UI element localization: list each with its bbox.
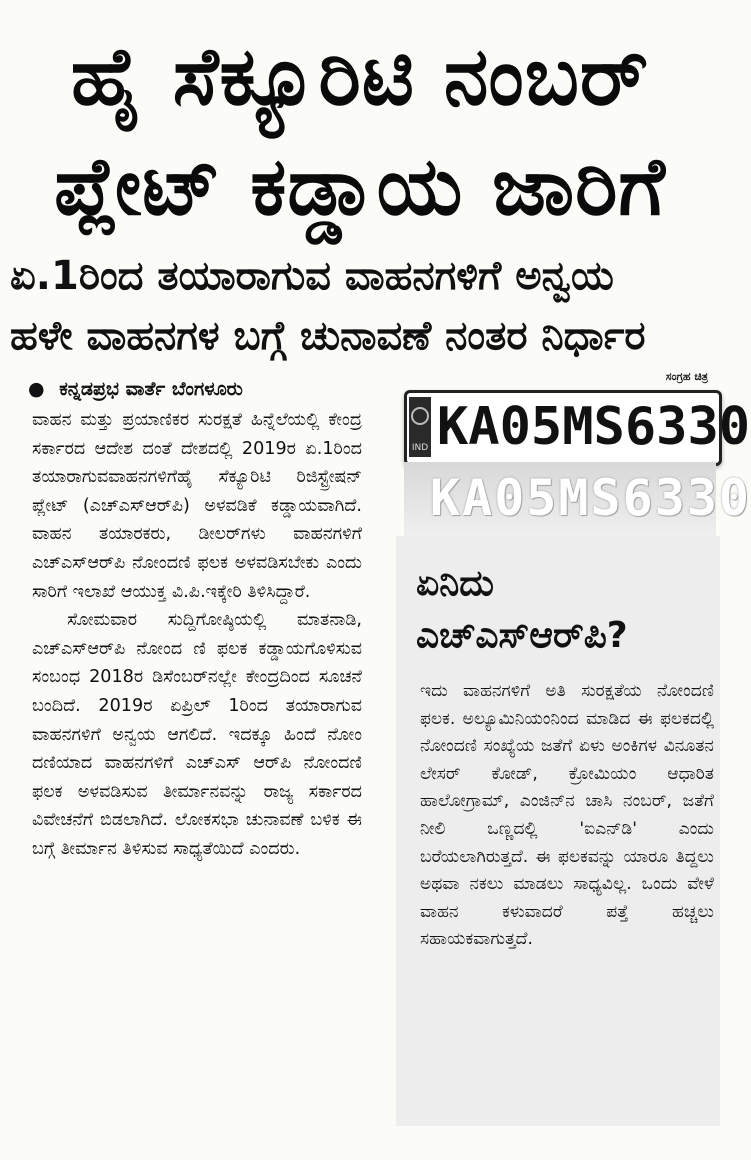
headline-line-2: ಪ್ಲೇಟ್ ಕಡ್ಡಾಯ ಜಾರಿಗೆ [54, 140, 666, 233]
sidebar-title: ಏನಿದು ಎಚ್‌ಎಸ್‌ಆರ್‌ಪಿ? [416, 563, 628, 656]
plate-reflection-number: KA05MS6330 [430, 469, 751, 527]
plate-number: KA05MS6330 [437, 397, 751, 457]
info-sidebar-box [396, 536, 720, 1126]
plate-country-code: IND [411, 443, 429, 453]
plate-reflection-image [404, 462, 751, 536]
subheadline-line-2: ಹಳೇ ವಾಹನಗಳ ಬಗ್ಗೆ ಚುನಾವಣೆ ನಂತರ ನಿರ್ಧಾರ [10, 313, 646, 359]
article-body [32, 406, 362, 864]
bullet-icon: ● [28, 378, 45, 400]
byline [28, 378, 243, 400]
byline-source: ಕನ್ನಡಪ್ರಭ ವಾರ್ತೆ [59, 378, 166, 400]
plate-country-strip [409, 397, 431, 457]
number-plate-image [404, 390, 751, 466]
article-paragraph-2: ಸೋಮವಾರ ಸುದ್ದಿಗೋಷ್ಠಿಯಲ್ಲಿ ಮಾತನಾಡಿ, ಎಚ್‌ಎಸ್‌ಆರ್‌ಪಿ ನೋಂದ ಣಿ ಫಲಕ ಕಡ್ಡಾಯಗೊಳಿಸುವ ಸಂಬಂಧ 2018ರ ಡಿಸೆಂಬರ್‌ನಲ್ಲೇ ಕೇಂದ್ರದಿಂದ ಸೂಚನೆ ಬಂದಿದೆ. 2019ರ ಏಪ್ರಿಲ್ 1ರಿಂದ ತಯಾರಾಗುವ ವಾಹನಗಳಿಗೆ ಅನ್ವಯ ಆಗಲಿದೆ. ಇದಕ್ಕೂ ಹಿಂದೆ ನೋಂ ದಣಿಯಾದ ವಾಹನಗಳಿಗೆ ಎಚ್‌ಎಸ್ ಆರ್‌ಪಿ ನೋಂದಣಿ ಫಲಕ ಅಳವಡಿಸುವ ತೀರ್ಮಾನವನ್ನು ರಾಜ್ಯ ಸರ್ಕಾರದ ವಿವೇಚನೆಗೆ ಬಿಡಲಾಗಿದೆ. ಲೋಕಸಭಾ ಚುನಾವಣೆ ಬಳಿಕ ಈ ಬಗ್ಗೆ ತೀರ್ಮಾನ ತಿಳಿಸುವ ಸಾಧ್ಯತೆಯಿದೆ ಎಂದರು. [32, 610, 362, 859]
photo-credit: ಸಂಗ್ರಹ ಚಿತ್ರ [665, 370, 708, 383]
headline-line-1: ಹೈ ಸೆಕ್ಯೂರಿಟಿ ನಂಬರ್ [70, 30, 650, 123]
byline-place: ಬೆಂಗಳೂರು [171, 378, 243, 400]
chakra-hologram-icon [411, 407, 429, 425]
sidebar-text: ಇದು ವಾಹನಗಳಿಗೆ ಅತಿ ಸುರಕ್ಷತೆಯ ನೋಂದಣಿ ಫಲಕ. ಅಲ್ಯೂಮಿನಿಯಂನಿಂದ ಮಾಡಿದ ಈ ಫಲಕದಲ್ಲಿ ನೋಂದಣಿ ಸಂಖ್ಯೆಯ ಜತೆಗೆ ಏಳು ಅಂಕಿಗಳ ವಿನೂತನ ಲೇಸರ್ ಕೋಡ್, ಕ್ರೋಮಿಯಂ ಆಧಾರಿತ ಹಾಲೋಗ್ರಾಮ್, ಎಂಜಿನ್‌ನ ಚಾಸಿ ನಂಬರ್, ಜತೆಗೆ ನೀಲಿ ಒಣ್ಣದಲ್ಲಿ 'ಐಎನ್‌ಡಿ' ಎಂದು ಬರೆಯಲಾಗಿರುತ್ತದೆ. ಈ ಫಲಕವನ್ನು ಯಾರೂ ತಿದ್ದಲು ಅಥವಾ ನಕಲು ಮಾಡಲು ಸಾಧ್ಯವಿಲ್ಲ. ಒಂದು ವೇಳೆ ವಾಹನ ಕಳುವಾದರೆ ಪತ್ತೆ ಹಚ್ಚಲು ಸಹಾಯಕವಾಗುತ್ತದೆ. [420, 681, 714, 950]
subheadline-line-1: ಏ.1ರಿಂದ ತಯಾರಾಗುವ ವಾಹನಗಳಿಗೆ ಅನ್ವಯ [10, 253, 614, 299]
article-paragraph-1: ವಾಹನ ಮತ್ತು ಪ್ರಯಾಣಿಕರ ಸುರಕ್ಷತೆ ಹಿನ್ನೆಲೆಯಲ್ಲಿ ಕೇಂದ್ರ ಸರ್ಕಾರದ ಆದೇಶ ದಂತೆ ದೇಶದಲ್ಲಿ 2019ರ ಏ.1ರಿಂದ ತಯಾರಾಗುವವಾಹನಗಳಿಗೆಹೈ ಸೆಕ್ಯೂರಿಟಿ ರಿಜಿಸ್ಟ್ರೇಷನ್ ಪ್ಲೇಟ್ (ಎಚ್‌ಎಸ್‌ಆರ್‌ಪಿ) ಅಳವಡಿಕೆ ಕಡ್ಡಾಯವಾಗಿದೆ. ವಾಹನ ತಯಾರಕರು, ಡೀಲರ್‌ಗಳು ವಾಹನಗಳಿಗೆ ಎಚ್‌ಎಸ್‌ಆರ್‌ಪಿ ನೋಂದಣಿ ಫಲಕ ಅಳವಡಿಸಬೇಕು ಎಂದು ಸಾರಿಗೆ ಇಲಾಖೆ ಆಯುಕ್ತ ವಿ.ಪಿ.ಇಕ್ಕೇರಿ ತಿಳಿಸಿದ್ದಾರೆ. [32, 410, 362, 602]
